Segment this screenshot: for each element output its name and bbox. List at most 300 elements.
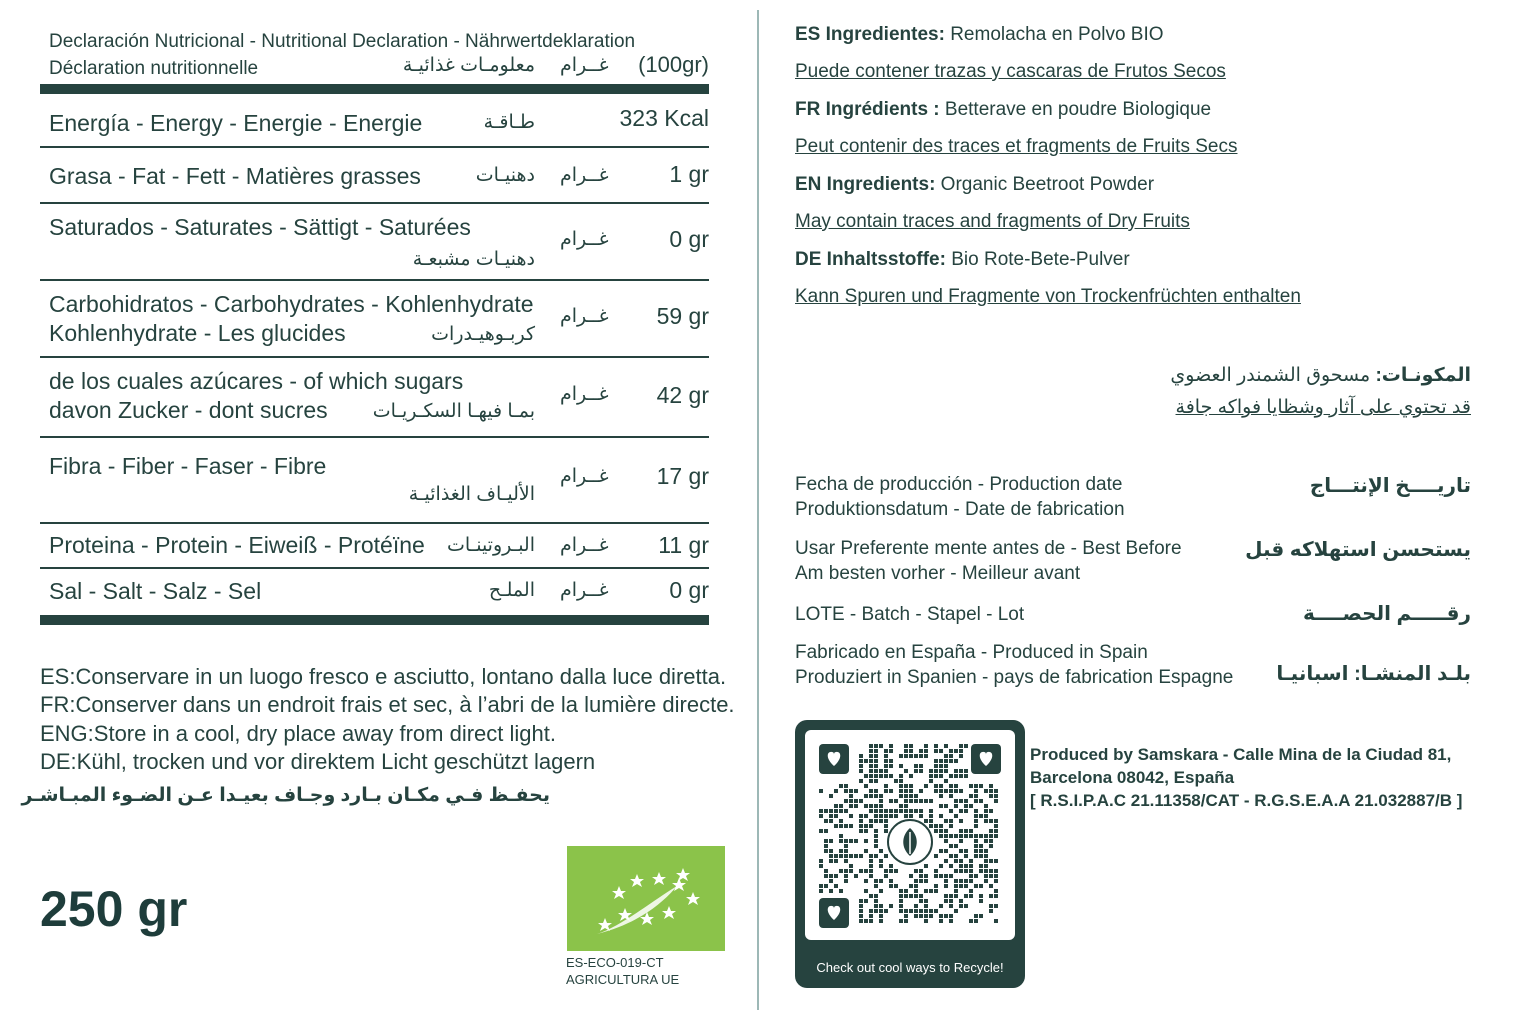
qr-module (944, 779, 948, 783)
qr-module (984, 819, 988, 823)
qr-module (824, 874, 828, 878)
qr-module (894, 869, 898, 873)
ingredients-de-text: Bio Rote-Bete-Pulver (945, 249, 1130, 270)
qr-module (974, 884, 978, 888)
qr-module (869, 779, 873, 783)
qr-module (844, 799, 848, 803)
qr-module (844, 859, 848, 863)
qr-module (984, 804, 988, 808)
qr-module (974, 874, 978, 878)
qr-module (904, 754, 908, 758)
qr-module (959, 809, 963, 813)
qr-module (954, 894, 958, 898)
qr-module (959, 869, 963, 873)
producer-line-2: Barcelona 08042, España (1030, 768, 1235, 787)
row-sugars-ar: بمـا فيهـا السكـريـات (372, 401, 535, 422)
storage-es: ES:Conservare in un luogo fresco e asciutto, lontano dalla luce diretta. (40, 664, 727, 689)
qr-module (854, 854, 858, 858)
qr-module (919, 869, 923, 873)
qr-module (834, 804, 838, 808)
qr-module (824, 844, 828, 848)
qr-module (944, 849, 948, 853)
qr-module (989, 869, 993, 873)
qr-module (954, 889, 958, 893)
qr-module (974, 789, 978, 793)
qr-module (834, 884, 838, 888)
row-salt-value: 0 gr (669, 577, 709, 603)
qr-module (904, 914, 908, 918)
production-date-label-2: Produktionsdatum - Date de fabrication (795, 499, 1125, 520)
qr-module (819, 829, 823, 833)
qr-module (944, 769, 948, 773)
qr-module (884, 824, 888, 828)
qr-code[interactable] (805, 730, 1015, 940)
qr-module (909, 789, 913, 793)
qr-module (839, 809, 843, 813)
qr-module (879, 769, 883, 773)
qr-module (919, 874, 923, 878)
qr-module (844, 809, 848, 813)
qr-module (874, 829, 878, 833)
qr-module (919, 799, 923, 803)
qr-module (994, 829, 998, 833)
qr-module (874, 749, 878, 753)
qr-module (899, 789, 903, 793)
qr-module (879, 814, 883, 818)
qr-module (819, 864, 823, 868)
trace-notice-es: Puede contener trazas y cascaras de Frutos Secos (795, 61, 1226, 82)
qr-module (909, 894, 913, 898)
qr-module (934, 909, 938, 913)
qr-module (929, 819, 933, 823)
qr-module (949, 749, 953, 753)
nutrition-title-unit-ar: غــرام (560, 55, 609, 76)
qr-module (869, 859, 873, 863)
qr-module (869, 789, 873, 793)
qr-module (889, 879, 893, 883)
ingredients-ar-text: مسحوق الشمندر العضوي (1170, 365, 1376, 386)
row-sugars-unit: غــرام (560, 384, 609, 405)
qr-module (939, 824, 943, 828)
qr-module (889, 799, 893, 803)
qr-module (904, 749, 908, 753)
qr-module (869, 854, 873, 858)
qr-module (934, 774, 938, 778)
qr-module (994, 819, 998, 823)
qr-module (889, 809, 893, 813)
qr-module (939, 919, 943, 923)
qr-module (944, 789, 948, 793)
qr-module (959, 819, 963, 823)
qr-module (854, 804, 858, 808)
qr-module (904, 804, 908, 808)
qr-module (869, 769, 873, 773)
qr-module (959, 839, 963, 843)
qr-module (979, 854, 983, 858)
qr-module (874, 899, 878, 903)
qr-module (874, 854, 878, 858)
qr-module (874, 779, 878, 783)
qr-module (844, 789, 848, 793)
qr-module (974, 819, 978, 823)
net-weight: 250 gr (40, 881, 188, 937)
qr-module (924, 799, 928, 803)
qr-module (974, 814, 978, 818)
qr-module (849, 794, 853, 798)
qr-module (914, 889, 918, 893)
qr-module (974, 914, 978, 918)
qr-module (864, 839, 868, 843)
qr-module (989, 834, 993, 838)
origin-label-2: Produziert in Spanien - pays de fabrication Espagne (795, 667, 1234, 688)
qr-module (884, 829, 888, 833)
qr-module (904, 809, 908, 813)
qr-module (994, 824, 998, 828)
qr-module (979, 894, 983, 898)
qr-module (864, 869, 868, 873)
qr-module (859, 759, 863, 763)
row-saturates-value: 0 gr (669, 226, 709, 252)
row-saturates-name: Saturados - Saturates - Sättigt - Saturées (49, 214, 471, 240)
qr-module (974, 834, 978, 838)
qr-module (874, 764, 878, 768)
qr-module (919, 899, 923, 903)
qr-module (929, 779, 933, 783)
qr-module (919, 914, 923, 918)
qr-module (874, 804, 878, 808)
qr-module (824, 819, 828, 823)
qr-module (954, 844, 958, 848)
qr-module (924, 864, 928, 868)
qr-module (879, 904, 883, 908)
qr-module (924, 919, 928, 923)
best-before-ar: يستحسن استهلاكه قبل (1245, 539, 1471, 561)
qr-module (869, 869, 873, 873)
qr-module (849, 814, 853, 818)
recycle-qr-card[interactable] (795, 720, 1025, 988)
qr-module (819, 814, 823, 818)
qr-module (889, 869, 893, 873)
qr-module (914, 904, 918, 908)
qr-module (839, 869, 843, 873)
table-bottom-bar (40, 615, 709, 625)
qr-module (949, 789, 953, 793)
origin-ar: بلـد المنشـا: اسبانيـا (1276, 663, 1471, 685)
qr-module (944, 894, 948, 898)
qr-module (904, 919, 908, 923)
ingredients-es-text: Remolacha en Polvo BIO (944, 24, 1164, 45)
qr-module (899, 764, 903, 768)
qr-module (929, 774, 933, 778)
qr-module (874, 789, 878, 793)
qr-module (859, 869, 863, 873)
producer-line-1: Produced by Samskara - Calle Mina de la Ciudad 81, (1030, 745, 1452, 764)
qr-module (984, 864, 988, 868)
qr-module (844, 874, 848, 878)
row-protein-unit: غــرام (560, 535, 609, 556)
qr-module (864, 814, 868, 818)
qr-module (879, 794, 883, 798)
qr-module (974, 809, 978, 813)
qr-module (954, 834, 958, 838)
qr-module (949, 834, 953, 838)
qr-module (844, 879, 848, 883)
row-protein-ar: البـروتينـات (446, 535, 535, 556)
qr-module (949, 819, 953, 823)
qr-module (944, 859, 948, 863)
qr-module (974, 854, 978, 858)
qr-module (924, 879, 928, 883)
qr-module (949, 774, 953, 778)
qr-module (969, 794, 973, 798)
qr-module (899, 909, 903, 913)
row-energy-name: Energía - Energy - Energie - Energie (49, 110, 423, 136)
qr-module (904, 894, 908, 898)
ingredients-es (795, 24, 1164, 46)
qr-module (889, 774, 893, 778)
qr-module (894, 809, 898, 813)
production-date-label: Fecha de producción - Production date (795, 474, 1123, 495)
qr-module (994, 904, 998, 908)
qr-module (879, 774, 883, 778)
qr-module (874, 904, 878, 908)
row-carbs-name: Carbohidratos - Carbohydrates - Kohlenhydrate (49, 291, 534, 317)
qr-module (859, 819, 863, 823)
qr-module (899, 794, 903, 798)
row-saturates-ar: دهنيـات مشبعـة (412, 249, 535, 270)
qr-module (959, 789, 963, 793)
qr-module (939, 829, 943, 833)
row-fat-ar: دهنيـات (475, 165, 535, 186)
qr-module (984, 859, 988, 863)
qr-module (964, 834, 968, 838)
qr-module (914, 909, 918, 913)
qr-module (964, 799, 968, 803)
qr-module (859, 824, 863, 828)
qr-module (884, 764, 888, 768)
qr-module (884, 769, 888, 773)
qr-module (934, 854, 938, 858)
qr-module (869, 794, 873, 798)
qr-module (994, 919, 998, 923)
qr-module (879, 909, 883, 913)
qr-module (874, 814, 878, 818)
qr-module (884, 759, 888, 763)
qr-module (939, 784, 943, 788)
qr-module (894, 779, 898, 783)
qr-module (844, 824, 848, 828)
qr-module (909, 749, 913, 753)
qr-module (949, 874, 953, 878)
qr-module (819, 789, 823, 793)
qr-module (964, 774, 968, 778)
per-100g: (100gr) (638, 52, 709, 77)
qr-module (884, 869, 888, 873)
qr-module (929, 769, 933, 773)
qr-module (954, 749, 958, 753)
qr-module (989, 874, 993, 878)
qr-module (979, 849, 983, 853)
qr-module (884, 784, 888, 788)
qr-module (939, 759, 943, 763)
qr-module (889, 789, 893, 793)
qr-module (899, 779, 903, 783)
ingredients-ar (1170, 364, 1471, 387)
qr-module (919, 789, 923, 793)
qr-module (949, 904, 953, 908)
qr-module (959, 904, 963, 908)
qr-module (974, 849, 978, 853)
qr-module (889, 864, 893, 868)
qr-module (864, 774, 868, 778)
qr-module (839, 889, 843, 893)
qr-module (939, 804, 943, 808)
qr-module (964, 879, 968, 883)
qr-module (964, 744, 968, 748)
qr-module (934, 744, 938, 748)
qr-module (839, 834, 843, 838)
qr-module (829, 889, 833, 893)
qr-module (974, 799, 978, 803)
row-carbs-unit: غــرام (560, 306, 609, 327)
qr-module (939, 794, 943, 798)
qr-module (924, 784, 928, 788)
qr-module (909, 754, 913, 758)
qr-module (989, 894, 993, 898)
ingredients-ar-label: المكونـات: (1375, 365, 1471, 386)
qr-module (859, 799, 863, 803)
qr-module (969, 894, 973, 898)
lot-ar: رقـــــم الحصــــة (1303, 603, 1471, 625)
qr-module (899, 904, 903, 908)
qr-module (904, 909, 908, 913)
qr-module (979, 869, 983, 873)
qr-module (904, 794, 908, 798)
qr-module (974, 919, 978, 923)
qr-module (929, 814, 933, 818)
qr-module (919, 754, 923, 758)
qr-module (909, 744, 913, 748)
qr-module (869, 914, 873, 918)
qr-module (894, 799, 898, 803)
qr-module (879, 799, 883, 803)
qr-module (949, 854, 953, 858)
qr-module (899, 784, 903, 788)
qr-module (964, 809, 968, 813)
qr-module (869, 774, 873, 778)
qr-module (944, 829, 948, 833)
qr-module (984, 789, 988, 793)
row-divider (40, 279, 709, 281)
row-divider (40, 522, 709, 524)
row-divider (40, 567, 709, 569)
qr-module (949, 919, 953, 923)
qr-module (954, 789, 958, 793)
qr-module (864, 784, 868, 788)
qr-module (924, 914, 928, 918)
qr-module (829, 809, 833, 813)
qr-module (879, 889, 883, 893)
qr-module (869, 909, 873, 913)
qr-module (944, 744, 948, 748)
qr-module (954, 814, 958, 818)
qr-module (824, 869, 828, 873)
qr-module (914, 794, 918, 798)
row-fiber-value: 17 gr (656, 463, 709, 489)
qr-module (944, 834, 948, 838)
qr-module (959, 859, 963, 863)
qr-module (989, 784, 993, 788)
qr-module (949, 899, 953, 903)
qr-module (899, 894, 903, 898)
qr-module (884, 819, 888, 823)
qr-module (844, 849, 848, 853)
qr-module (944, 914, 948, 918)
qr-module (874, 894, 878, 898)
qr-module (829, 814, 833, 818)
qr-module (989, 789, 993, 793)
qr-module (934, 789, 938, 793)
qr-module (994, 859, 998, 863)
qr-module (959, 884, 963, 888)
qr-module (989, 809, 993, 813)
qr-module (984, 854, 988, 858)
qr-module (869, 864, 873, 868)
qr-module (829, 859, 833, 863)
qr-module (879, 914, 883, 918)
qr-module (829, 819, 833, 823)
qr-module (919, 894, 923, 898)
qr-module (994, 894, 998, 898)
qr-module (914, 879, 918, 883)
best-before-label-2: Am besten vorher - Meilleur avant (795, 563, 1081, 584)
qr-module (974, 794, 978, 798)
qr-module (849, 804, 853, 808)
qr-module (879, 819, 883, 823)
qr-module (989, 904, 993, 908)
qr-module (984, 814, 988, 818)
qr-module (954, 804, 958, 808)
storage-ar: يحفـظ فـي مكـان بـارد وجـاف بعيـدا عـن الضـوء المبـاشـر (21, 785, 550, 806)
qr-module (949, 824, 953, 828)
qr-module (849, 869, 853, 873)
qr-module (864, 804, 868, 808)
qr-module (859, 909, 863, 913)
qr-module (974, 839, 978, 843)
storage-en: ENG:Store in a cool, dry place away from direct light. (40, 721, 556, 746)
qr-module (914, 809, 918, 813)
trace-notice-de: Kann Spuren und Fragmente von Trockenfrüchten enthalten (795, 286, 1301, 307)
qr-module (899, 754, 903, 758)
qr-module (829, 854, 833, 858)
qr-module (874, 769, 878, 773)
qr-module (934, 884, 938, 888)
qr-module (849, 824, 853, 828)
qr-module (884, 789, 888, 793)
qr-module (949, 844, 953, 848)
qr-module (864, 899, 868, 903)
qr-module (889, 744, 893, 748)
qr-module (924, 874, 928, 878)
qr-module (994, 789, 998, 793)
qr-module (989, 829, 993, 833)
qr-module (934, 764, 938, 768)
row-divider (40, 436, 709, 438)
qr-module (869, 819, 873, 823)
qr-module (859, 919, 863, 923)
qr-module (934, 869, 938, 873)
qr-module (939, 834, 943, 838)
